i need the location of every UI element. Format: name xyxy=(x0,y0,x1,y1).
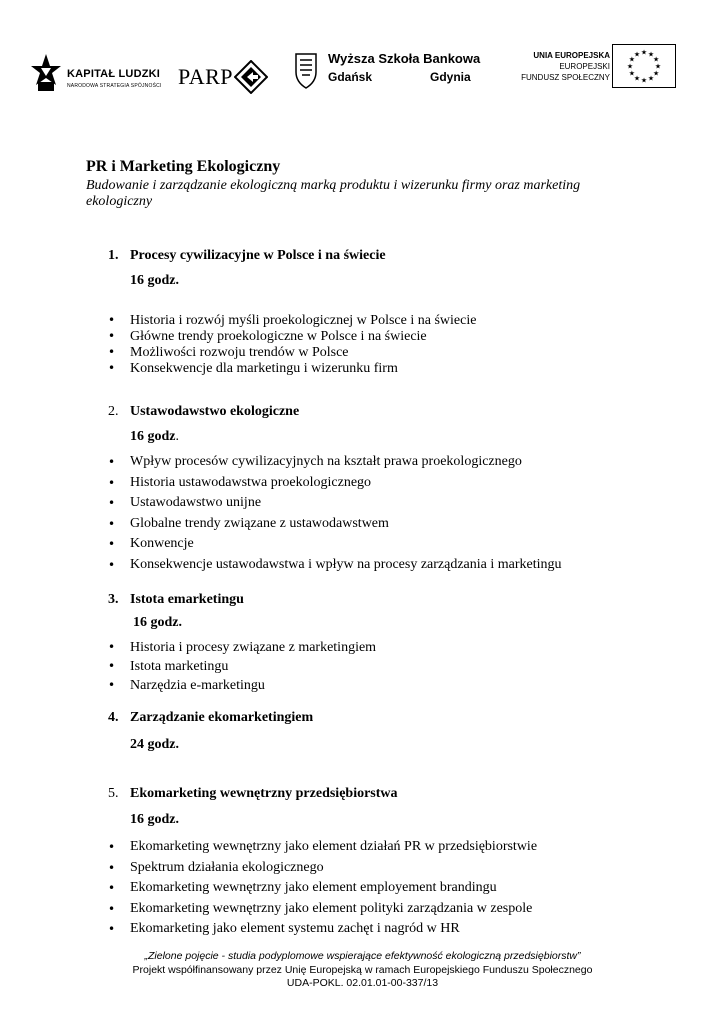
list-item: • Globalne trendy związane z ustawodawstwem xyxy=(108,514,562,535)
list-item: • Wpływ procesów cywilizacyjnych na kształt prawa proekologicznego xyxy=(108,452,562,473)
wsb-name: Wyższa Szkoła Bankowa xyxy=(328,51,481,66)
list-item: • Ekomarketing wewnętrzny jako element polityki zarządzania w zespole xyxy=(108,899,537,920)
eu-line-2: EUROPEJSKI xyxy=(559,62,610,71)
eu-star-icon: ★ xyxy=(640,48,648,57)
eu-fund-label xyxy=(510,50,610,90)
list-item: • Główne trendy proekologiczne w Polsce i na świecie xyxy=(108,329,476,345)
list-item: • Spektrum działania ekologicznego xyxy=(108,858,537,879)
footer-project-name: „Zielone pojęcie - studia podyplomowe wspierające efektywność ekologiczną przedsiębiorstw” xyxy=(144,950,581,962)
section-heading xyxy=(108,248,386,264)
eu-line-1: UNIA EUROPEJSKA xyxy=(533,51,610,60)
list-item: • Historia i rozwój myśli proekologicznej w Polsce i na świecie xyxy=(108,313,476,329)
list-item: • Ekomarketing wewnętrzny jako element działań PR w przedsiębiorstwie xyxy=(108,837,537,858)
wsb-logo xyxy=(292,50,492,96)
section-number: 4. xyxy=(108,710,119,725)
section-number: 3. xyxy=(108,592,119,607)
list-item: • Możliwości rozwoju trendów w Polsce xyxy=(108,345,476,361)
eu-star-icon: ★ xyxy=(647,74,655,83)
parp-name: PARP xyxy=(178,64,234,89)
eu-line-3: FUNDUSZ SPOŁECZNY xyxy=(521,73,610,82)
section-title: Zarządzanie ekomarketingiem xyxy=(130,710,314,725)
document-subtitle: Budowanie i zarządzanie ekologiczną marką produktu i wizerunku firmy oraz marketing ekologiczny xyxy=(86,178,581,209)
kapital-ludzki-star-icon xyxy=(30,52,62,92)
kapital-ludzki-tagline: NARODOWA STRATEGIA SPÓJNOŚCI xyxy=(67,83,162,89)
eu-star-icon: ★ xyxy=(647,50,655,59)
eu-star-icon: ★ xyxy=(626,62,634,71)
footer-cofinancing: Projekt współfinansowany przez Unię Europejską w ramach Europejskiego Funduszu Społecznego xyxy=(132,963,593,976)
kapital-ludzki-name: KAPITAŁ LUDZKI xyxy=(67,68,161,80)
section-number: 5. xyxy=(108,786,119,801)
section-title: Ustawodawstwo ekologiczne xyxy=(130,404,300,419)
section-hours: 16 godz. xyxy=(130,812,179,827)
parp-logo xyxy=(178,58,268,98)
list-item: • Konsekwencje dla marketingu i wizerunku firm xyxy=(108,361,476,377)
section-heading xyxy=(108,404,299,420)
eu-flag xyxy=(612,44,676,88)
section-title: Ekomarketing wewnętrzny przedsiębiorstwa xyxy=(130,786,398,801)
logo-strip xyxy=(30,40,700,100)
eu-star-icon: ★ xyxy=(654,62,662,71)
eu-star-icon: ★ xyxy=(633,74,641,83)
eu-stars-icon xyxy=(613,45,675,87)
eu-star-icon: ★ xyxy=(628,69,636,78)
section-number: 2. xyxy=(108,404,119,419)
section-heading xyxy=(108,786,398,802)
list-item: • Konsekwencje ustawodawstwa i wpływ na procesy zarządzania i marketingu xyxy=(108,555,562,576)
list-item: • Ekomarketing wewnętrzny jako element employement brandingu xyxy=(108,878,537,899)
section-bullets xyxy=(108,313,476,377)
section-bullets xyxy=(108,837,537,940)
parp-arrows-icon xyxy=(234,60,268,94)
list-item: • Ekomarketing jako element systemu zachęt i nagród w HR xyxy=(108,919,537,940)
wsb-city-gdansk: Gdańsk xyxy=(328,70,373,84)
section-heading xyxy=(108,592,244,608)
section-hours: 16 godz. xyxy=(133,615,182,630)
section-bullets xyxy=(108,638,376,695)
list-item: • Historia ustawodawstwa proekologicznego xyxy=(108,473,562,494)
eu-star-icon: ★ xyxy=(652,69,660,78)
section-hours: 24 godz. xyxy=(130,737,179,752)
document-title: PR i Marketing Ekologiczny xyxy=(86,158,281,175)
kapital-ludzki-logo xyxy=(30,52,165,96)
eu-star-icon: ★ xyxy=(652,55,660,64)
wsb-crest-icon xyxy=(292,52,320,92)
list-item: • Narzędzia e-marketingu xyxy=(108,676,376,695)
eu-star-icon: ★ xyxy=(640,76,648,85)
eu-star-icon: ★ xyxy=(633,50,641,59)
section-number: 1. xyxy=(108,248,119,263)
wsb-city-gdynia: Gdynia xyxy=(430,70,471,84)
eu-star-icon: ★ xyxy=(628,55,636,64)
section-heading xyxy=(108,710,313,726)
footer-project-code: UDA-POKL. 02.01.01-00-337/13 xyxy=(286,977,439,989)
page-footer xyxy=(0,950,725,991)
section-title: Istota emarketingu xyxy=(130,592,244,607)
section-hours: 16 godz. xyxy=(130,273,179,288)
list-item: • Historia i procesy związane z marketingiem xyxy=(108,638,376,657)
list-item: • Ustawodawstwo unijne xyxy=(108,493,562,514)
section-hours: 16 godz. xyxy=(130,429,179,444)
section-bullets xyxy=(108,452,562,575)
list-item: • Konwencje xyxy=(108,534,562,555)
list-item: • Istota marketingu xyxy=(108,657,376,676)
section-title: Procesy cywilizacyjne w Polsce i na świecie xyxy=(130,248,386,263)
